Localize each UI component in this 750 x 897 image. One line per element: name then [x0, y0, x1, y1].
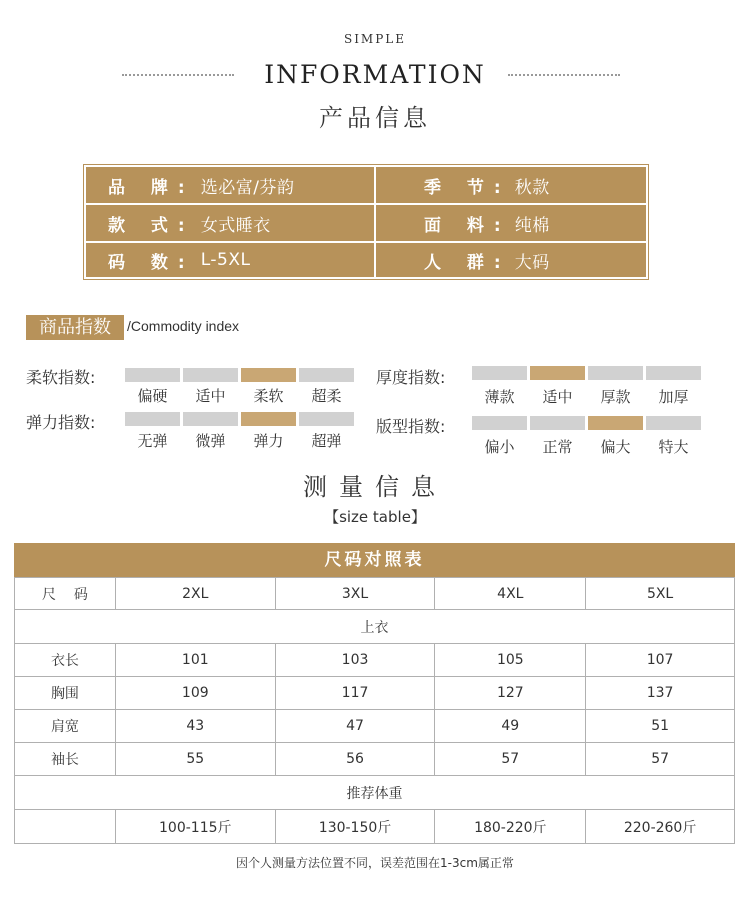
index-bar-selected	[588, 416, 643, 430]
table-cell: 49	[435, 710, 586, 743]
table-cell: 57	[435, 743, 586, 776]
product-info-cell	[376, 205, 646, 241]
index-bar-selected	[530, 366, 585, 380]
table-cell: 肩宽	[15, 710, 116, 743]
info-value: 女式睡衣	[200, 215, 271, 236]
commodity-index-label: /Commodity index	[127, 318, 240, 334]
table-cell: 127	[435, 677, 586, 710]
index-option: 薄款	[484, 388, 515, 406]
simple-label: SIMPLE	[343, 32, 407, 46]
info-value: 纯棉	[514, 215, 550, 236]
table-cell: 胸围	[15, 677, 116, 710]
table-cell: 55	[115, 743, 275, 776]
index-option: 偏大	[600, 438, 631, 456]
thickness-index-label: 厚度指数:	[376, 368, 446, 387]
index-bar	[125, 412, 180, 426]
table-cell: 117	[275, 677, 435, 710]
index-bar	[646, 416, 701, 430]
product-info-cell	[86, 167, 374, 203]
table-row	[15, 677, 735, 710]
index-option: 厚款	[600, 388, 631, 406]
index-option: 正常	[542, 438, 573, 456]
table-cell: 57	[586, 743, 735, 776]
info-value: 大码	[514, 252, 550, 273]
index-option: 偏小	[484, 438, 515, 456]
table-row	[15, 743, 735, 776]
product-info-table	[84, 165, 648, 279]
index-bar	[472, 366, 527, 380]
product-info-cell	[86, 243, 374, 277]
page-title: INFORMATION	[264, 60, 486, 89]
index-option: 偏硬	[137, 387, 168, 405]
thickness-index-scale	[472, 366, 704, 410]
index-bar	[299, 368, 354, 382]
info-value: 选必富/芬韵	[200, 177, 295, 198]
table-cell	[15, 810, 116, 844]
fit-index-scale	[472, 416, 704, 460]
table-header-cell: 2XL	[115, 578, 275, 610]
table-cell: 衣长	[15, 644, 116, 677]
product-info-cell	[376, 243, 646, 277]
section-label-weight: 推荐体重	[15, 776, 735, 810]
fit-index-label: 版型指数:	[376, 417, 446, 436]
table-cell: 56	[275, 743, 435, 776]
table-cell: 袖长	[15, 743, 116, 776]
table-cell: 47	[275, 710, 435, 743]
table-cell: 220-260斤	[586, 810, 735, 844]
table-header-cell: 3XL	[275, 578, 435, 610]
index-option: 微弹	[195, 432, 226, 450]
table-row	[15, 710, 735, 743]
table-row	[15, 644, 735, 677]
section-label-top: 上衣	[15, 610, 735, 644]
elasticity-index-scale	[125, 412, 357, 456]
index-bar	[299, 412, 354, 426]
table-cell: 103	[275, 644, 435, 677]
index-option: 超柔	[311, 387, 342, 405]
table-cell: 100-115斤	[115, 810, 275, 844]
table-header-cell: 尺 码	[15, 578, 116, 610]
index-option: 弹力	[253, 432, 284, 450]
product-info-cell	[86, 205, 374, 241]
table-cell: 51	[586, 710, 735, 743]
index-option: 柔软	[253, 387, 284, 405]
index-bar	[646, 366, 701, 380]
table-cell: 137	[586, 677, 735, 710]
index-option: 加厚	[658, 388, 689, 406]
table-cell: 43	[115, 710, 275, 743]
product-info-cell	[376, 167, 646, 203]
measure-subtitle: 【size table】	[324, 508, 426, 526]
table-header-cell: 5XL	[586, 578, 735, 610]
info-key: 码 数:	[108, 252, 195, 273]
page-subtitle: 产品信息	[319, 104, 431, 132]
index-bar	[125, 368, 180, 382]
index-bar	[183, 368, 238, 382]
index-option: 超弹	[311, 432, 342, 450]
measurement-note: 因个人测量方法位置不同，误差范围在1-3cm属正常	[236, 856, 514, 870]
index-bar	[530, 416, 585, 430]
size-table	[14, 577, 735, 844]
elasticity-index-label: 弹力指数:	[26, 413, 96, 432]
index-bar	[472, 416, 527, 430]
info-key: 季 节:	[424, 177, 511, 198]
info-key: 品 牌:	[108, 177, 195, 198]
softness-index-scale	[125, 368, 357, 412]
weight-row	[15, 810, 735, 844]
table-cell: 109	[115, 677, 275, 710]
table-cell: 130-150斤	[275, 810, 435, 844]
index-option: 特大	[658, 438, 689, 456]
section-row	[15, 610, 735, 644]
table-cell: 101	[115, 644, 275, 677]
index-bar-selected	[241, 368, 296, 382]
measure-title: 测量信息	[303, 473, 447, 501]
table-cell: 105	[435, 644, 586, 677]
info-key: 面 料:	[424, 215, 511, 236]
table-cell: 107	[586, 644, 735, 677]
info-key: 款 式:	[108, 215, 195, 236]
index-bar	[183, 412, 238, 426]
table-cell: 180-220斤	[435, 810, 586, 844]
table-header-cell: 4XL	[435, 578, 586, 610]
size-table-title: 尺码对照表	[14, 543, 735, 577]
info-key: 人 群:	[424, 252, 511, 273]
index-bar	[588, 366, 643, 380]
table-header-row	[15, 578, 735, 610]
index-option: 适中	[195, 387, 226, 405]
index-bar-selected	[241, 412, 296, 426]
info-value: 秋款	[514, 177, 550, 198]
section-row	[15, 776, 735, 810]
commodity-index-badge: 商品指数	[26, 315, 124, 340]
index-option: 适中	[542, 388, 573, 406]
info-value: L-5XL	[200, 250, 251, 270]
index-option: 无弹	[137, 432, 168, 450]
softness-index-label: 柔软指数:	[26, 368, 96, 387]
